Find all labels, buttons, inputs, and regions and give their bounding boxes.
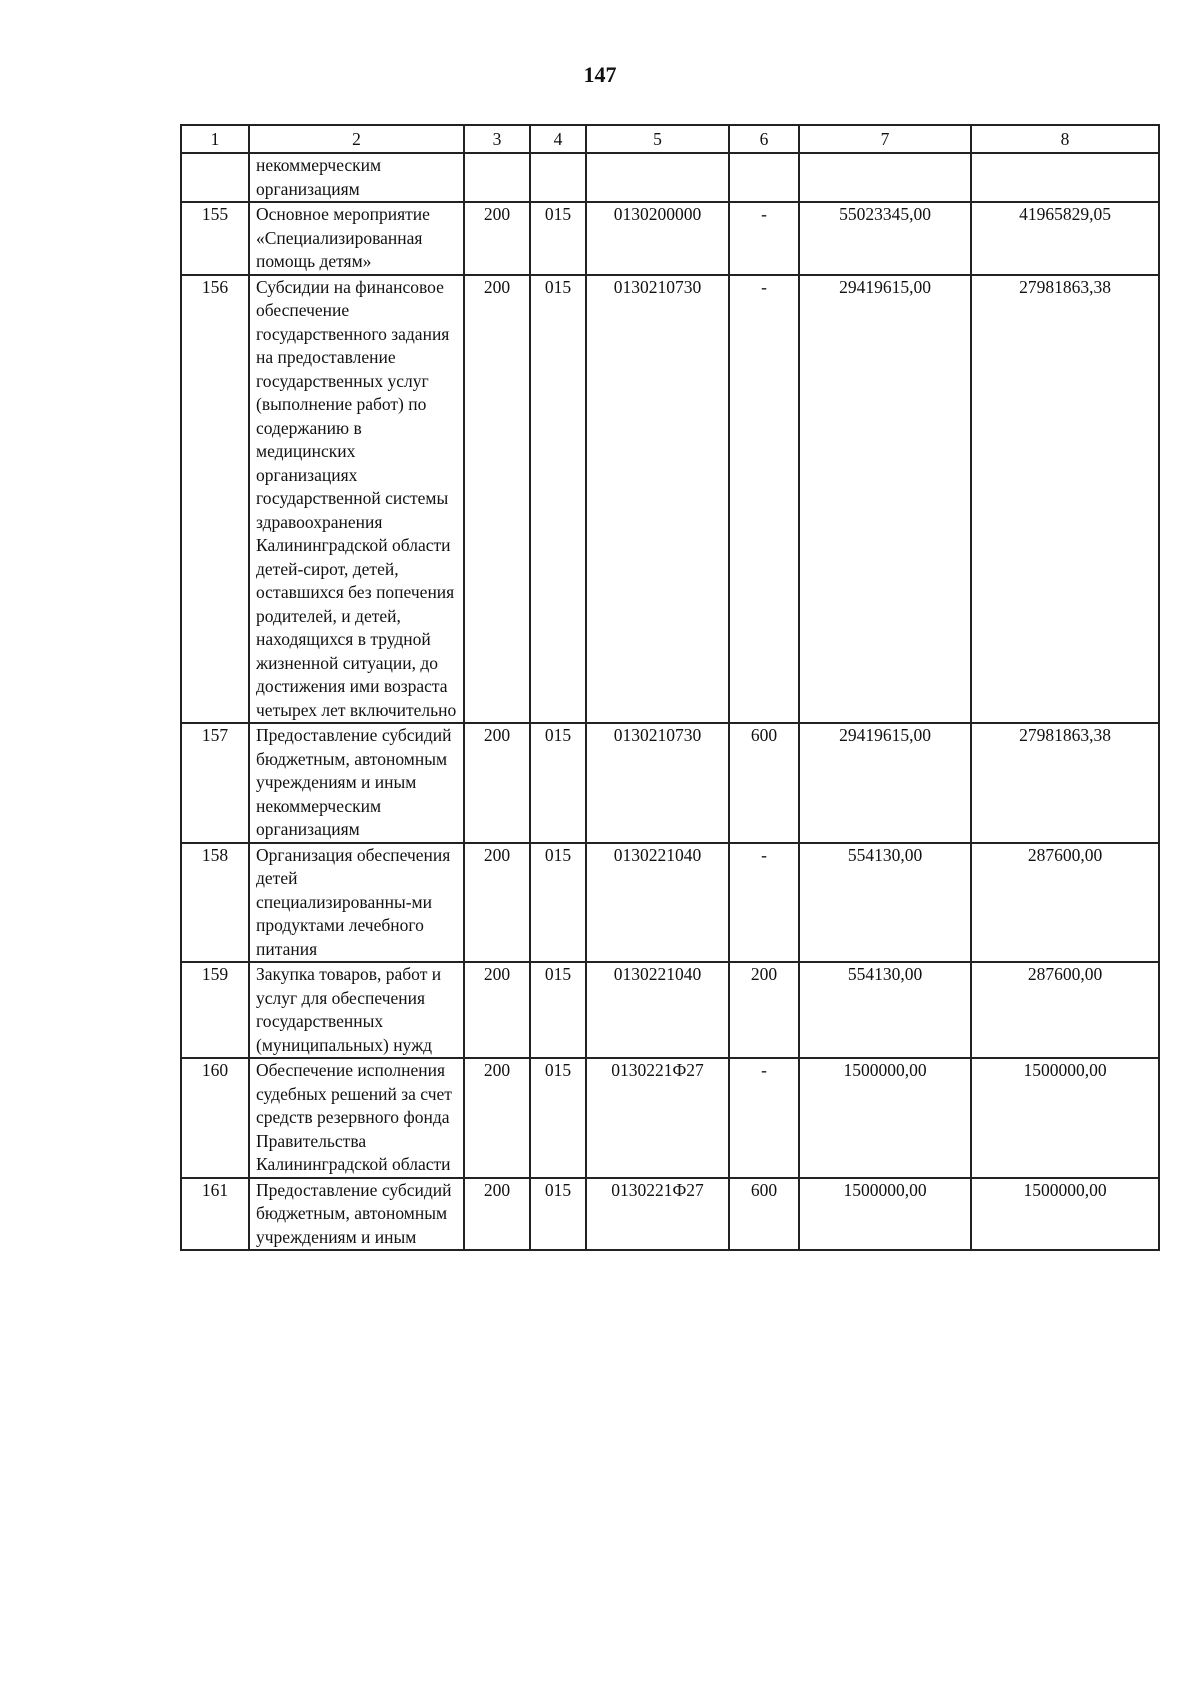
cell-col8: 1500000,00	[971, 1178, 1159, 1251]
table-row	[181, 153, 1159, 202]
cell-col5: 0130210730	[586, 723, 729, 843]
row-number: 158	[181, 843, 249, 963]
table-row	[181, 962, 1159, 1058]
cell-col5: 0130200000	[586, 202, 729, 275]
cell-col3: 200	[464, 843, 530, 963]
cell-col7: 29419615,00	[799, 275, 971, 724]
cell-col5	[586, 153, 729, 202]
row-name: Предоставление субсидий бюджетным, автономным учреждениям и иным некоммерческим организациям	[249, 723, 464, 843]
row-name: некоммерческим организациям	[249, 153, 464, 202]
table-row	[181, 1058, 1159, 1178]
cell-col3: 200	[464, 202, 530, 275]
cell-col3: 200	[464, 723, 530, 843]
cell-col3: 200	[464, 1058, 530, 1178]
table-row	[181, 275, 1159, 724]
row-number: 157	[181, 723, 249, 843]
cell-col4: 015	[530, 1058, 586, 1178]
cell-col6: -	[729, 843, 799, 963]
cell-col4: 015	[530, 843, 586, 963]
page-number: 147	[583, 62, 617, 87]
cell-col4	[530, 153, 586, 202]
cell-col7	[799, 153, 971, 202]
row-name: Основное мероприятие «Специализированная помощь детям»	[249, 202, 464, 275]
cell-col4: 015	[530, 723, 586, 843]
column-header: 3	[464, 125, 530, 153]
table-row	[181, 202, 1159, 275]
cell-col4: 015	[530, 275, 586, 724]
cell-col7: 1500000,00	[799, 1058, 971, 1178]
cell-col8: 27981863,38	[971, 723, 1159, 843]
row-number: 159	[181, 962, 249, 1058]
table-row	[181, 1178, 1159, 1251]
cell-col3: 200	[464, 275, 530, 724]
table-row	[181, 843, 1159, 963]
cell-col8: 1500000,00	[971, 1058, 1159, 1178]
cell-col3: 200	[464, 1178, 530, 1251]
cell-col7: 554130,00	[799, 843, 971, 963]
cell-col5: 0130221Ф27	[586, 1058, 729, 1178]
column-header: 8	[971, 125, 1159, 153]
row-name: Субсидии на финансовое обеспечение государственного задания на предоставление государственных услуг (выполнение работ) по содержанию в медицинских организациях государственной системы здравоохранения Калининградской области детей-сирот, детей, оставшихся без попечения родителей, и детей, находящихся в трудной жизненной ситуации, до достижения ими возраста четырех лет включительно	[249, 275, 464, 724]
row-name: Закупка товаров, работ и услуг для обеспечения государственных (муниципальных) нужд	[249, 962, 464, 1058]
cell-col6: -	[729, 202, 799, 275]
column-header: 5	[586, 125, 729, 153]
cell-col5: 0130221040	[586, 843, 729, 963]
header-row	[181, 125, 1159, 153]
cell-col4: 015	[530, 962, 586, 1058]
row-number	[181, 153, 249, 202]
cell-col6: 200	[729, 962, 799, 1058]
cell-col8: 27981863,38	[971, 275, 1159, 724]
cell-col7: 29419615,00	[799, 723, 971, 843]
cell-col7: 554130,00	[799, 962, 971, 1058]
cell-col3: 200	[464, 962, 530, 1058]
cell-col5: 0130221040	[586, 962, 729, 1058]
cell-col8: 287600,00	[971, 843, 1159, 963]
cell-col8: 287600,00	[971, 962, 1159, 1058]
row-number: 156	[181, 275, 249, 724]
cell-col6: 600	[729, 723, 799, 843]
cell-col6: -	[729, 1058, 799, 1178]
cell-col3	[464, 153, 530, 202]
row-number: 160	[181, 1058, 249, 1178]
cell-col6: -	[729, 275, 799, 724]
column-header: 2	[249, 125, 464, 153]
cell-col7: 55023345,00	[799, 202, 971, 275]
column-header: 6	[729, 125, 799, 153]
row-number: 155	[181, 202, 249, 275]
cell-col7: 1500000,00	[799, 1178, 971, 1251]
row-name: Организация обеспечения детей специализированны-ми продуктами лечебного питания	[249, 843, 464, 963]
column-header: 4	[530, 125, 586, 153]
cell-col6	[729, 153, 799, 202]
cell-col5: 0130210730	[586, 275, 729, 724]
cell-col4: 015	[530, 202, 586, 275]
cell-col8: 41965829,05	[971, 202, 1159, 275]
column-header: 7	[799, 125, 971, 153]
column-header: 1	[181, 125, 249, 153]
cell-col4: 015	[530, 1178, 586, 1251]
row-number: 161	[181, 1178, 249, 1251]
budget-table	[180, 124, 1160, 1251]
row-name: Предоставление субсидий бюджетным, автономным учреждениям и иным	[249, 1178, 464, 1251]
cell-col5: 0130221Ф27	[586, 1178, 729, 1251]
cell-col8	[971, 153, 1159, 202]
table-row	[181, 723, 1159, 843]
row-name: Обеспечение исполнения судебных решений за счет средств резервного фонда Правительства Калининградской области	[249, 1058, 464, 1178]
cell-col6: 600	[729, 1178, 799, 1251]
